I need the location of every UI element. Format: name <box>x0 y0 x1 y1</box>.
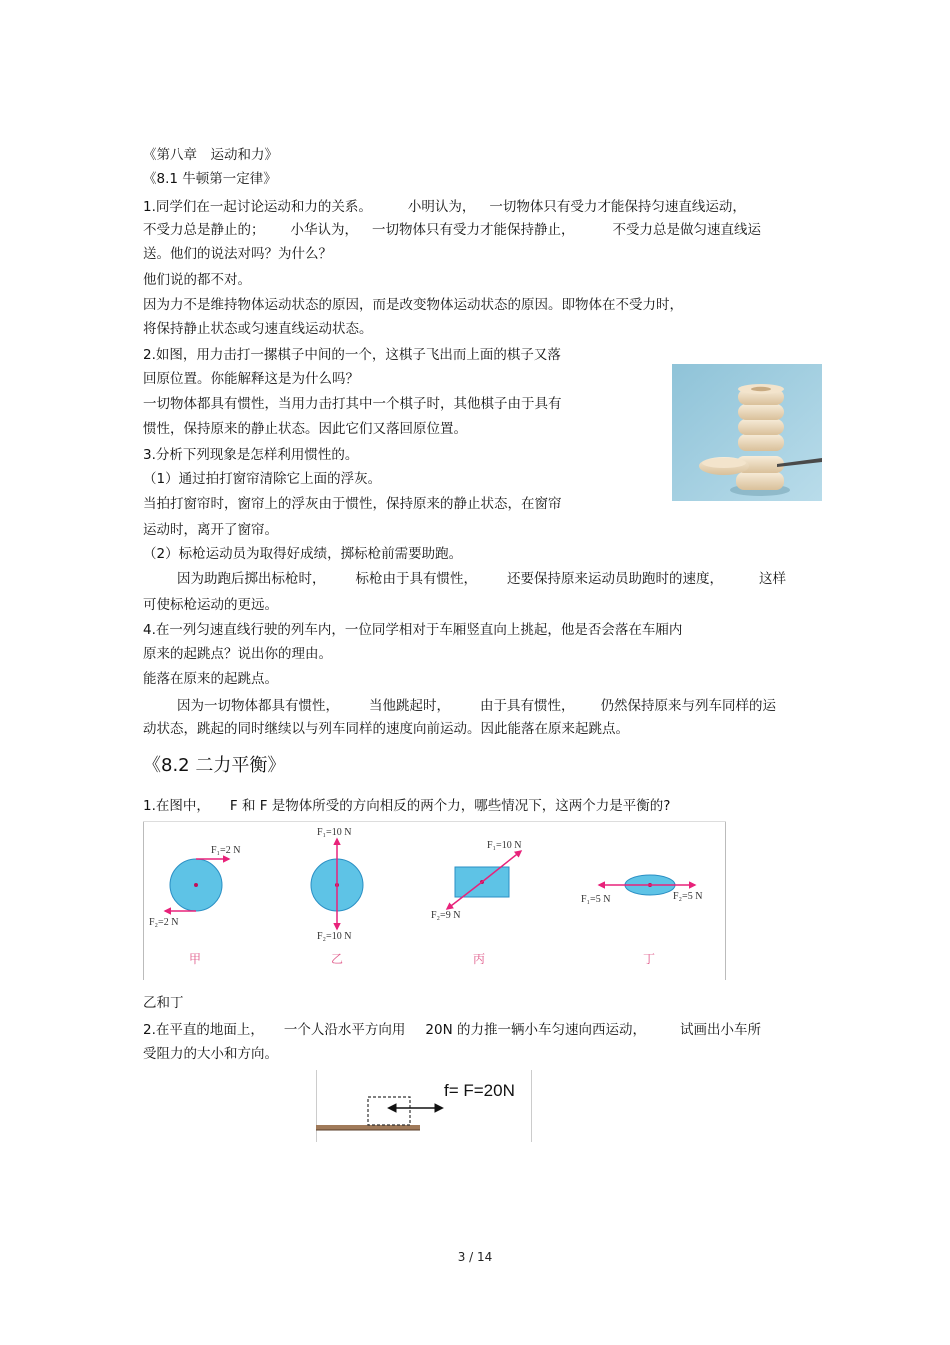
chapter-title: 《第八章 运动和力》 <box>143 147 278 163</box>
answer-text: 因为助跑后掷出标枪时， 标枪由于具有惯性， 还要保持原来运动员助跑时的速度， 这样 <box>177 571 786 587</box>
answer-text: 运动时，离开了窗帘。 <box>143 522 278 538</box>
force-label: F₁=5 N <box>581 894 611 905</box>
answer-text: 他们说的都不对。 <box>143 272 251 288</box>
figure-label: 甲 <box>189 952 202 966</box>
answer-text: 一切物体都具有惯性，当用力击打其中一个棋子时，其他棋子由于具有 <box>143 396 562 412</box>
section-title: 《8.2 二力平衡》 <box>143 755 286 776</box>
question-2-line-2: 回原位置。你能解释这是为什么吗？ <box>143 371 359 387</box>
force-label: F₂=5 N <box>673 891 703 902</box>
force-label: F₁=10 N <box>317 827 352 838</box>
question-2-line-1: 2.如图，用力击打一摞棋子中间的一个，这棋子飞出而上面的棋子又落 <box>143 347 561 363</box>
force-label: f= F=20N <box>444 1081 515 1100</box>
answer-text: 可使标枪运动的更远。 <box>143 597 278 613</box>
force-label: F₁=2 N <box>211 845 241 856</box>
force-label: F₂=10 N <box>317 931 352 942</box>
question-4-line-2: 原来的起跳点？说出你的理由。 <box>143 646 332 662</box>
answer-text: 因为力不是维持物体运动状态的原因，而是改变物体运动状态的原因。即物体在不受力时， <box>143 297 683 313</box>
diagram-ding <box>581 875 702 966</box>
force-label: F₁=10 N <box>487 840 522 851</box>
answer-text: 因为一切物体都具有惯性， 当他跳起时， 由于具有惯性， 仍然保持原来与列车同样的运 <box>177 698 776 714</box>
answer-text: 当拍打窗帘时，窗帘上的浮灰由于惯性，保持原来的静止状态，在窗帘 <box>143 496 562 512</box>
diagram-jia <box>149 845 240 966</box>
answer-text: 惯性，保持原来的静止状态。因此它们又落回原位置。 <box>143 421 467 437</box>
question-3-line-1: 3.分析下列现象是怎样利用惯性的。 <box>143 447 359 463</box>
diagram-yi <box>311 827 363 966</box>
force-label: F₂=2 N <box>149 917 179 928</box>
question-1-line-3: 送。他们的说法对吗？为什么？ <box>143 246 332 262</box>
question-1-line-2: 不受力总是静止的； 小华认为， 一切物体只有受力才能保持静止， 不受力总是做匀速直线运 <box>143 222 761 238</box>
question-6-line-1: 2.在平直的地面上， 一个人沿水平方向用 20N 的力推一辆小车匀速向西运动， 试画出小车所 <box>143 1022 761 1038</box>
answer-text: 能落在原来的起跳点。 <box>143 671 278 687</box>
diagram-bing <box>431 840 521 966</box>
question-3-sub-2: （2）标枪运动员为取得好成绩，掷标枪前需要助跑。 <box>143 546 463 562</box>
answer-text: 乙和丁 <box>143 995 184 1011</box>
question-3-sub-1: （1）通过拍打窗帘清除它上面的浮灰。 <box>143 471 382 487</box>
answer-text: 将保持静止状态或匀速直线运动状态。 <box>143 321 373 337</box>
question-5-line-1: 1.在图中， F 和 F 是物体所受的方向相反的两个力，哪些情况下，这两个力是平衡的? <box>143 798 671 814</box>
figure-label: 乙 <box>331 952 344 966</box>
cart-force-figure <box>316 1070 532 1142</box>
section-title: 《8.1 牛顿第一定律》 <box>143 171 277 187</box>
question-4-line-1: 4.在一列匀速直线行驶的列车内，一位同学相对于车厢竖直向上挑起，他是否会落在车厢内 <box>143 622 683 638</box>
figure-label: 丙 <box>473 952 486 966</box>
force-label: F₂=9 N <box>431 910 461 921</box>
chess-stack-photo <box>672 364 822 501</box>
answer-text: 动状态，跳起的同时继续以与列车同样的速度向前运动。因此能落在原来起跳点。 <box>143 721 629 737</box>
question-6-line-2: 受阻力的大小和方向。 <box>143 1046 278 1062</box>
figure-label: 丁 <box>643 952 656 966</box>
question-1-line-1: 1.同学们在一起讨论运动和力的关系。 小明认为， 一切物体只有受力才能保持匀速直线运动， <box>143 199 746 215</box>
force-diagrams-figure <box>143 821 726 980</box>
page-number: 3 / 14 <box>457 1250 493 1264</box>
